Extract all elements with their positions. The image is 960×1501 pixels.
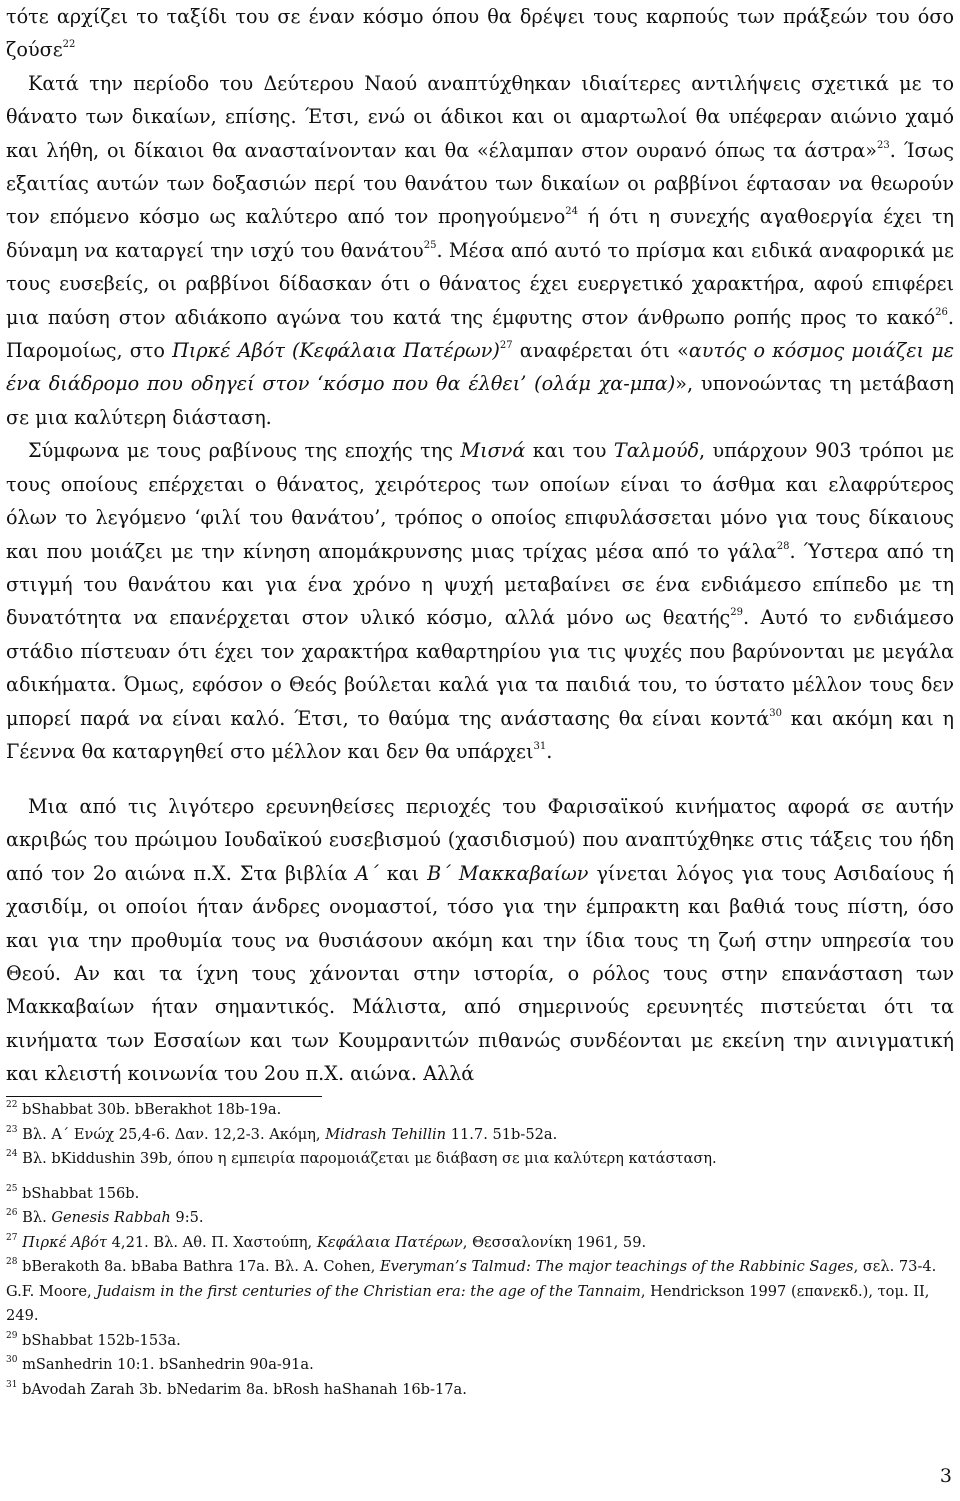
text-run: . Αυτό το ενδιάμεσο στάδιο πίστευαν ότι έχει τον χαρακτήρα καθαρτηρίου για τις ψυχές που βαρύνονται με μεγάλα αδικήματα. Όμως, εφόσον ο Θεός βούλεται καλά για τα παιδιά του, το ύστατο μέλλον τους δεν μπορεί παρά να είναι καλό. Έτσι, το θαύμα της ανάστασης θα είναι κοντά xyxy=(6,606,955,730)
footnote-separator xyxy=(6,1096,322,1097)
footnote-ref: 31 xyxy=(533,740,547,752)
footnote-ref: 22 xyxy=(62,39,76,51)
footnote xyxy=(6,1182,954,1207)
footnote-ref: 25 xyxy=(6,1183,18,1194)
footnote-ref: 27 xyxy=(499,340,513,352)
footnote-ref: 28 xyxy=(6,1257,18,1267)
text-run: , Θεσσαλονίκη 1961, 59. xyxy=(462,1233,647,1251)
footnote-ref: 29 xyxy=(730,607,743,619)
body-text-continued xyxy=(6,790,954,1091)
body-text xyxy=(6,0,954,768)
footnote xyxy=(6,1378,954,1403)
paragraph-2 xyxy=(6,67,954,434)
footnote-ref: 29 xyxy=(6,1330,18,1341)
text-run: τότε αρχίζει το ταξίδι του σε έναν κόσμο όπου θα δρέψει τους καρπούς των πράξεών του όσο ζούσε xyxy=(6,5,954,62)
italic-text: Μισνά xyxy=(460,439,526,463)
text-run: . xyxy=(546,739,553,763)
text-run: , σελ. 73-4. G.F. Moore, xyxy=(6,1258,937,1300)
italic-text: αυτός ο κόσμος μοιάζει με ένα διάδρομο που οδηγεί στον ‘κόσμο που θα έλθει’ (ολάμ χα-μπα) xyxy=(6,339,954,396)
text-run: bShabbat 152b-153a. xyxy=(17,1331,181,1349)
text-run: bAvodah Zarah 3b. bNedarim 8a. bRosh haShanah 16b-17a. xyxy=(17,1380,467,1398)
paragraph-1 xyxy=(6,0,954,67)
text-run: , Hendrickson 1997 (επανεκδ.), τομ. II, 249. xyxy=(6,1282,930,1324)
footnote-ref: 26 xyxy=(6,1208,18,1218)
paragraph-3 xyxy=(6,434,954,768)
text-run: ή ότι η συνεχής αγαθοεργία έχει τη δύναμη να καταργεί την ισχύ του θανάτου xyxy=(6,205,954,262)
footnote xyxy=(6,1353,954,1378)
text-run: bShabbat 30b. bBerakhot 18b-19a. xyxy=(17,1101,282,1118)
italic-text: Α΄ xyxy=(355,861,379,885)
footnote-ref: 22 xyxy=(6,1100,18,1110)
footnote xyxy=(6,1206,954,1231)
text-run: mSanhedrin 10:1. bSanhedrin 90a-91a. xyxy=(17,1356,314,1373)
text-run: αναφέρεται ότι « xyxy=(512,339,689,363)
text-run: , υπάρχουν 903 τρόποι με τους οποίους επέρχεται ο θάνατος, χειρότερος των οποίων είναι το άσθμα και ελαφρύτερος όλων το λεγόμενο ‘φιλί του θανάτου’, τρόπος ο οποίος επιφυλάσσεται μόνο για τους δίκαιους και που μοιάζει με την κίνηση απομάκρυνσης μιας τρίχας μέσα από το γάλα xyxy=(6,439,954,563)
footnote-ref: 23 xyxy=(877,139,890,151)
footnotes xyxy=(6,1098,954,1402)
text-run: . Παρομοίως, στο xyxy=(6,305,954,363)
text-run: . Ύστερα από τη στιγμή του θανάτου και για ένα χρόνο η ψυχή μεταβαίνει σε ένα ενδιάμεσο επίπεδο με τη δυνατότητα να επανέρχεται στον υλικό κόσμο, αλλά μόνο ως θεατής xyxy=(6,539,954,630)
text-run: και ακόμη και η Γέεννα θα καταργηθεί στο μέλλον και δεν θα υπάρχει xyxy=(6,706,954,763)
footnote-ref: 24 xyxy=(6,1149,18,1159)
italic-text: Genesis Rabbah xyxy=(51,1209,171,1226)
text-run: και του xyxy=(525,439,614,463)
footnote-ref: 25 xyxy=(423,239,437,251)
footnote-ref: 30 xyxy=(769,707,782,719)
text-run: », υπονοώντας τη μετάβαση σε μια καλύτερη διάσταση. xyxy=(6,372,954,429)
italic-text: Πιρκέ Αβότ (Κεφάλαια Πατέρων) xyxy=(172,339,500,363)
footnote xyxy=(6,1329,954,1354)
italic-text: Β΄ Μακκαβαίων xyxy=(427,861,589,885)
italic-text: Ταλμούδ xyxy=(613,439,700,463)
footnote-ref: 24 xyxy=(565,206,578,218)
footnote-ref: 23 xyxy=(6,1124,18,1135)
text-run: γίνεται λόγος για τους Ασιδαίους ή χασιδίμ, οι οποίοι ήταν άνδρες ονομαστοί, τόσο για την έμπρακτη και βαθιά τους πίστη, όσο και για την προθυμία τους να θυσιάσουν ακόμη και την ίδια τους τη ζωή στην υπηρεσία του Θεού. Αν και τα ίχνη τους χάνονται στην ιστορία, ο ρόλος τους στην επανάσταση των Μακκαβαίων ήταν σημαντικός. Μάλιστα, από σημερινούς ερευνητές πιστεύεται ότι τα κινήματα των Εσσαίων και των Κουμρανιτών πιθανώς συνδέονται με εκείνη την αινιγματική και κλειστή κοινωνία του 2ου π.Χ. αιώνα. Αλλά xyxy=(6,861,955,1086)
footnote xyxy=(6,1255,954,1329)
text-run: και xyxy=(378,861,428,885)
italic-text: Κεφάλαια Πατέρων xyxy=(316,1233,463,1251)
footnote-ref: 28 xyxy=(776,540,790,552)
italic-text: Judaism in the first centuries of the Christian era: the age of the Tannaim xyxy=(96,1282,641,1300)
footnote-ref: 26 xyxy=(935,306,948,318)
italic-text: Everyman’s Talmud: The major teachings of the Rabbinic Sages xyxy=(380,1258,854,1275)
paragraph-4 xyxy=(6,790,954,1091)
footnote-ref: 27 xyxy=(6,1232,18,1243)
italic-text: Midrash Tehillin xyxy=(325,1125,447,1143)
text-run: 4,21. Βλ. Αθ. Π. Χαστούπη, xyxy=(107,1233,317,1251)
footnote xyxy=(6,1147,954,1172)
text-run: Κατά την περίοδο του Δεύτερου Ναού αναπτύχθηκαν ιδιαίτερες αντιλήψεις σχετικά με το θάνατο των δικαίων, επίσης. Έτσι, ενώ οι άδικοι και οι αμαρτωλοί θα υπέφεραν αιώνιο χαμό και λήθη, οι δίκαιοι θα ανασταίνονταν και θα «έλαμπαν στον ουρανό όπως τα άστρα» xyxy=(6,71,954,162)
footnote xyxy=(6,1231,954,1256)
footnote-ref: 30 xyxy=(6,1355,18,1365)
text-run: . Ίσως εξαιτίας αυτών των δοξασιών περί του θανάτου των δικαίων οι ραββίνοι έφτασαν να θεωρούν τον επόμενο κόσμο ως καλύτερο από τον προηγούμενο xyxy=(6,138,954,229)
italic-text: Πιρκέ Αβότ xyxy=(22,1233,107,1251)
text-run: Σύμφωνα με τους ραβίνους της εποχής της xyxy=(28,439,461,463)
footnote xyxy=(6,1098,954,1123)
text-run: Μια από τις λιγότερο ερευνηθείσες περιοχές του Φαρισαϊκού κινήματος αφορά σε αυτήν ακριβώς του πρώιμου Ιουδαϊκού ευσεβισμού (χασιδισμού) που αναπτύχθηκε στις τάξεις του ήδη από τον 2ο αιώνα π.Χ. Στα βιβλία xyxy=(6,795,954,885)
page-number: 3 xyxy=(939,1465,952,1487)
text-run: Βλ. xyxy=(17,1209,52,1226)
footnote xyxy=(6,1123,954,1148)
text-run: 9:5. xyxy=(170,1209,204,1226)
text-run: bShabbat 156b. xyxy=(17,1184,140,1202)
text-run: . Μέσα από αυτό το πρίσμα και ειδικά αναφορικά με τους ευσεβείς, οι ραββίνοι δίδασκαν ότι ο θάνατος έχει ευεργετικό χαρακτήρα, αφού επιφέρει μια παύση στον αδιάκοπο αγώνα του κατά της έμφυτης στον άνθρωπο ροπής προς το κακό xyxy=(6,238,955,329)
text-run: bBerakoth 8a. bBaba Bathra 17a. Βλ. A. Cohen, xyxy=(17,1258,381,1275)
text-run: Βλ. bKiddushin 39b, όπου η εμπειρία παρομοιάζεται με διάβαση σε μια καλύτερη κατάσταση. xyxy=(17,1150,717,1167)
text-run: 11.7. 51b-52a. xyxy=(446,1125,558,1143)
footnote-ref: 31 xyxy=(6,1379,18,1390)
text-run: Βλ. Α΄ Ενώχ 25,4-6. Δαν. 12,2-3. Ακόμη, xyxy=(17,1125,326,1143)
